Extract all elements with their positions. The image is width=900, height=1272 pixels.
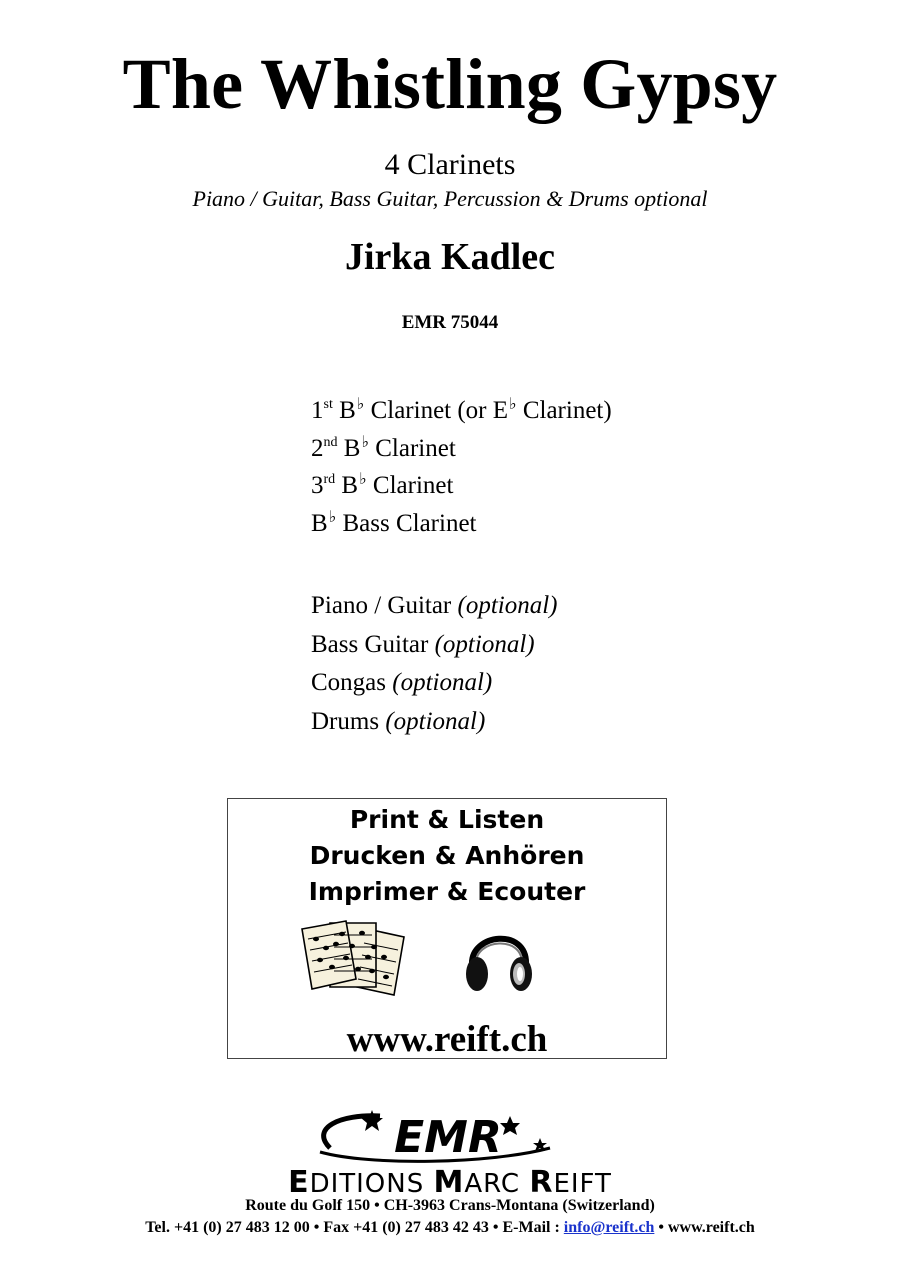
ensemble-subtitle: 4 Clarinets xyxy=(384,148,516,181)
logo-text: EMR xyxy=(394,1112,502,1163)
flat-icon: ♭ xyxy=(361,433,369,451)
composer-name: Jirka Kadlec xyxy=(344,236,556,278)
headphones-icon xyxy=(464,919,534,995)
instrument-clarinet-1: 1st B♭ Clarinet (or E♭ Clarinet) xyxy=(311,396,612,424)
promo-line-english: Print & Listen xyxy=(349,805,545,834)
instrument-bass-clarinet: B♭ Bass Clarinet xyxy=(311,509,477,538)
instrument-clarinet-2: 2nd B♭ Clarinet xyxy=(311,433,456,462)
optional-part-drums: Drums (optional) xyxy=(311,707,486,735)
publisher-contact: Tel. +41 (0) 27 483 12 00 • Fax +41 (0) 27 483 42 43 • E-Mail : info@reift.ch • www.reift.ch xyxy=(145,1219,755,1236)
flat-icon: ♭ xyxy=(356,396,365,413)
instrument-clarinet-3: 3rd B♭ Clarinet xyxy=(311,471,454,500)
optional-parts-list xyxy=(311,593,558,747)
publisher-name: EDITIONS MARC REIFT xyxy=(288,1165,612,1200)
page-title: The Whistling Gypsy xyxy=(122,44,778,124)
flat-icon: ♭ xyxy=(359,471,367,489)
promo-line-french: Imprimer & Ecouter xyxy=(308,877,586,906)
print-listen-box xyxy=(227,798,667,1059)
flat-icon: ♭ xyxy=(328,509,337,527)
optional-part-bass-guitar: Bass Guitar (optional) xyxy=(311,630,535,658)
optional-instruments-line: Piano / Guitar, Bass Guitar, Percussion & Drums optional xyxy=(192,186,708,211)
email-link[interactable]: info@reift.ch xyxy=(563,1219,655,1236)
instrument-list xyxy=(311,398,612,549)
promo-line-german: Drucken & Anhören xyxy=(309,841,585,870)
promo-website[interactable]: www.reift.ch xyxy=(346,1019,548,1060)
optional-part-congas: Congas (optional) xyxy=(311,669,493,696)
optional-part-piano-guitar: Piano / Guitar (optional) xyxy=(311,592,558,619)
emr-logo xyxy=(310,1108,590,1166)
catalog-number: EMR 75044 xyxy=(401,312,499,333)
sheet-music-icon xyxy=(300,917,412,997)
flat-icon: ♭ xyxy=(509,396,517,413)
publisher-address: Route du Golf 150 • CH-3963 Crans-Montana (Switzerland) xyxy=(245,1197,655,1214)
